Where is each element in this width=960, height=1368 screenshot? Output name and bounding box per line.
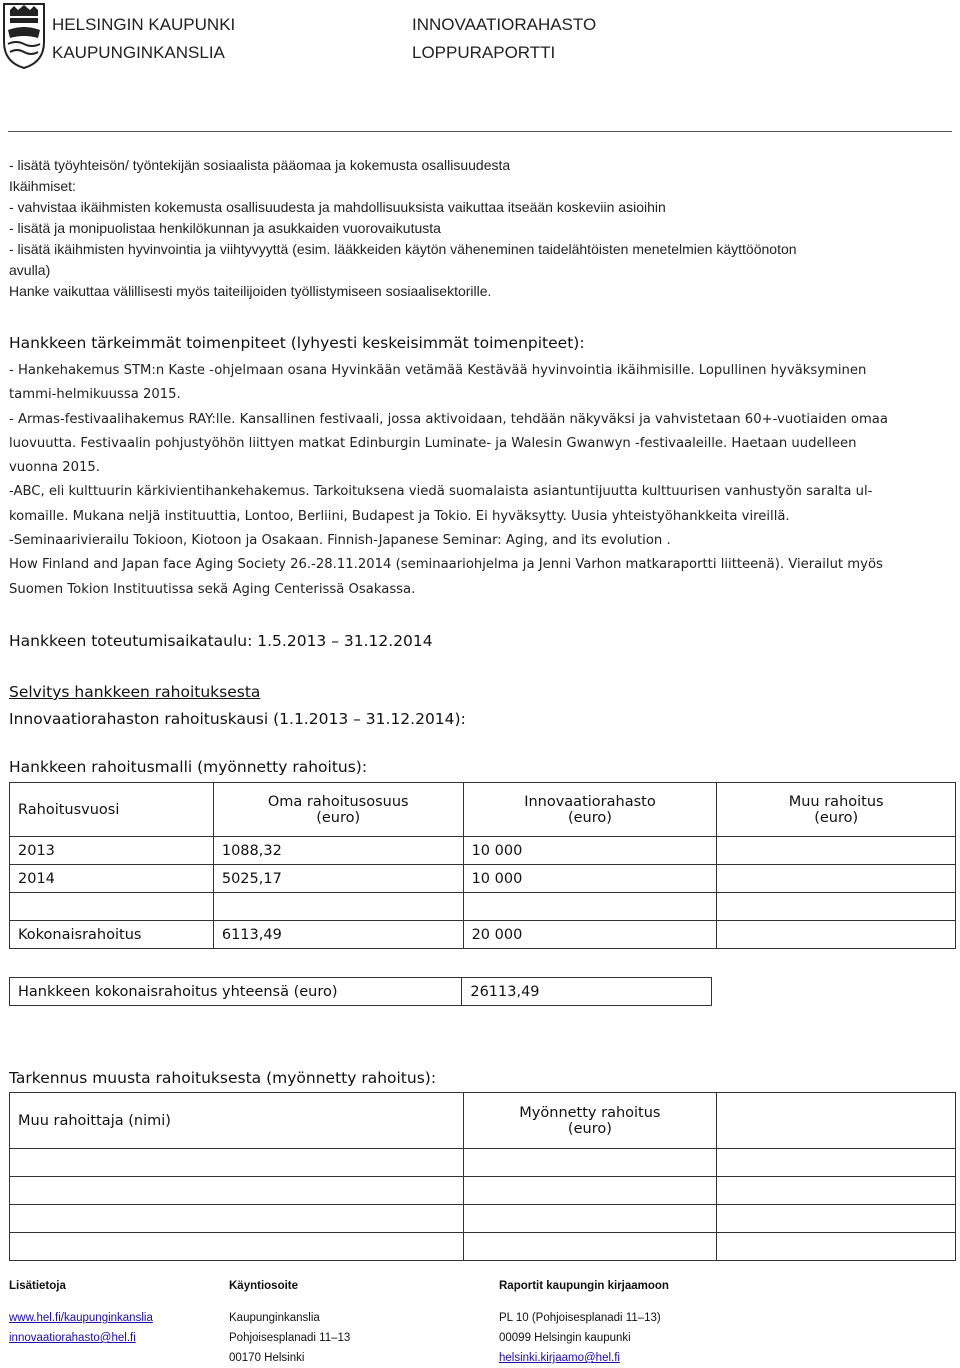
table-row [10, 1149, 956, 1177]
registry-email-link[interactable]: helsinki.kirjaamo@hel.fi [499, 1352, 620, 1364]
doc-type: LOPPURAPORTTI [412, 43, 556, 62]
header-funder: Muu rahoittaja (nimi) [10, 1093, 464, 1149]
table-header-row [10, 783, 956, 837]
grand-total-label: Hankkeen kokonaisrahoitus yhteensä (euro) [10, 978, 462, 1006]
text-line: Suomen Tokion Instituutissa sekä Aging Centerissä Osakassa. [9, 581, 416, 597]
cell-year [10, 893, 214, 921]
text-line: - lisätä työyhteisön/ työntekijän sosiaalista pääomaa ja kokemusta osallisuudesta [9, 157, 511, 173]
text-line: -Seminaarivierailu Tokioon, Kiotoon ja Osakaan. Finnish-Japanese Seminar: Aging, and its evolution . [9, 533, 671, 549]
text-line: -ABC, eli kulttuurin kärkivientihankehakemus. Tarkoituksena viedä suomalaista asiantuntijuutta kulttuurisen vanhustyön saralta ul- [9, 484, 873, 500]
header-divider [8, 131, 952, 132]
header-year: Rahoitusvuosi [10, 783, 214, 837]
text-line: - vahvistaa ikäihmisten kokemusta osallisuudesta ja mahdollisuuksista vaikuttaa itseään koskeviin asioihin [9, 199, 666, 215]
footer-address [229, 1276, 350, 1368]
table-row [10, 865, 956, 893]
funding-table [9, 782, 956, 949]
table-row [10, 1205, 956, 1233]
cell-year: 2013 [10, 837, 214, 865]
registry-line: PL 10 (Pohjoisesplanadi 11–13) [499, 1312, 661, 1324]
text-line: avulla) [9, 262, 51, 278]
footer-registry [499, 1276, 669, 1368]
other-funding-title: Tarkennus muusta rahoituksesta (myönnetty rahoitus): [9, 1069, 437, 1087]
footer-registry-title: Raportit kaupungin kirjaamoon [499, 1280, 669, 1292]
registry-line: 00099 Helsingin kaupunki [499, 1332, 631, 1344]
table-total-row [10, 921, 956, 949]
text-line: How Finland and Japan face Aging Society 26.-28.11.2014 (seminaariohjelma ja Jenni Varhon matkaraportti liitteenä). Vierailut myös [9, 557, 883, 573]
header-own: Oma rahoitusosuus (euro) [213, 783, 463, 837]
text-line: tammi-helmikuussa 2015. [9, 387, 181, 403]
cell-own [213, 893, 463, 921]
text-line: - lisätä ikäihmisten hyvinvointia ja viihtyvyyttä (esim. lääkkeiden käytön väheneminen taidelähtöisten menetelmien käyttöönoton [9, 241, 797, 257]
table-row [10, 837, 956, 865]
org-unit: KAUPUNGINKANSLIA [52, 43, 225, 62]
grand-total-row [10, 978, 712, 1006]
cell-own: 5025,17 [213, 865, 463, 893]
text-line: vuonna 2015. [9, 460, 100, 476]
text-line: komaille. Mukana neljä instituuttia, Lontoo, Berliini, Budapest ja Tokio. Ei hyväksytty. Uusia yhteistyöhankkeita vireillä. [9, 508, 790, 524]
document-header [412, 11, 596, 67]
header-granted: Myönnetty rahoitus (euro) [463, 1093, 717, 1149]
cell-own: 1088,32 [213, 837, 463, 865]
cell-innovation [463, 893, 717, 921]
cell-innovation: 10 000 [463, 865, 717, 893]
text-line: - Hankehakemus STM:n Kaste -ohjelmaan osana Hyvinkään vetämää Kestävää hyvinvointia ikäihmisille. Lopullinen hyväksyminen [9, 363, 867, 378]
footer-address-title: Käyntiosoite [229, 1280, 299, 1292]
organization-header [52, 11, 235, 67]
cell-total-other [717, 921, 956, 949]
website-link[interactable]: www.hel.fi/kaupunginkanslia [9, 1312, 153, 1324]
address-line: Pohjoisesplanadi 11–13 [229, 1332, 351, 1344]
org-name: HELSINGIN KAUPUNKI [52, 15, 236, 34]
measures-heading: Hankkeen tärkeimmät toimenpiteet (lyhyesti keskeisimmät toimenpiteet): [9, 334, 585, 352]
text-line: - lisätä ja monipuolistaa henkilökunnan ja asukkaiden vuorovaikutusta [9, 220, 441, 236]
cell-year: 2014 [10, 865, 214, 893]
header-other: Muu rahoitus (euro) [717, 783, 956, 837]
header-innovation: Innovaatiorahasto (euro) [463, 783, 717, 837]
funding-period: Innovaatiorahaston rahoituskausi (1.1.2013 – 31.12.2014): [9, 710, 466, 728]
grand-total-value: 26113,49 [462, 978, 712, 1006]
cell-total-own: 6113,49 [213, 921, 463, 949]
funding-section-title: Selvitys hankkeen rahoituksesta [9, 683, 261, 701]
measures-text [9, 359, 954, 602]
goals-text [9, 155, 949, 302]
doc-program: INNOVAATIORAHASTO [412, 15, 597, 34]
table-header-row [10, 1093, 956, 1149]
cell-other [717, 893, 956, 921]
cell-total-label: Kokonaisrahoitus [10, 921, 214, 949]
cell-total-innovation: 20 000 [463, 921, 717, 949]
address-line: 00170 Helsinki [229, 1352, 305, 1364]
table-row [10, 1233, 956, 1261]
text-line: luovuutta. Festivaalin pohjustyöhön liittyen matkat Edinburgin Luminate- ja Walesin Gwanwyn -festivaaleille. Haetaan uudelleen [9, 435, 857, 451]
footer-contact-title: Lisätietoja [9, 1280, 66, 1292]
cell-innovation: 10 000 [463, 837, 717, 865]
grand-total-table [9, 977, 712, 1006]
schedule-heading: Hankkeen toteutumisaikataulu: 1.5.2013 – 31.12.2014 [9, 632, 433, 650]
other-funding-table [9, 1092, 956, 1261]
cell-other [717, 865, 956, 893]
cell-other [717, 837, 956, 865]
table-row [10, 1177, 956, 1205]
email-link[interactable]: innovaatiorahasto@hel.fi [9, 1332, 136, 1344]
text-line: Ikäihmiset: [9, 178, 76, 194]
text-line: - Armas-festivaalihakemus RAY:lle. Kansallinen festivaali, jossa aktivoidaan, tehdään näkyväksi ja vahvistetaan 60+-vuotiaiden omaa [9, 411, 888, 427]
footer-contact [9, 1276, 153, 1348]
header-empty [717, 1093, 956, 1149]
text-line: Hanke vaikuttaa välillisesti myös taiteilijoiden työllistymiseen sosiaalisektorille. [9, 283, 492, 299]
helsinki-crest-logo [2, 2, 46, 70]
funding-model-title: Hankkeen rahoitusmalli (myönnetty rahoitus): [9, 758, 368, 776]
address-line: Kaupunginkanslia [229, 1312, 320, 1324]
table-row [10, 893, 956, 921]
